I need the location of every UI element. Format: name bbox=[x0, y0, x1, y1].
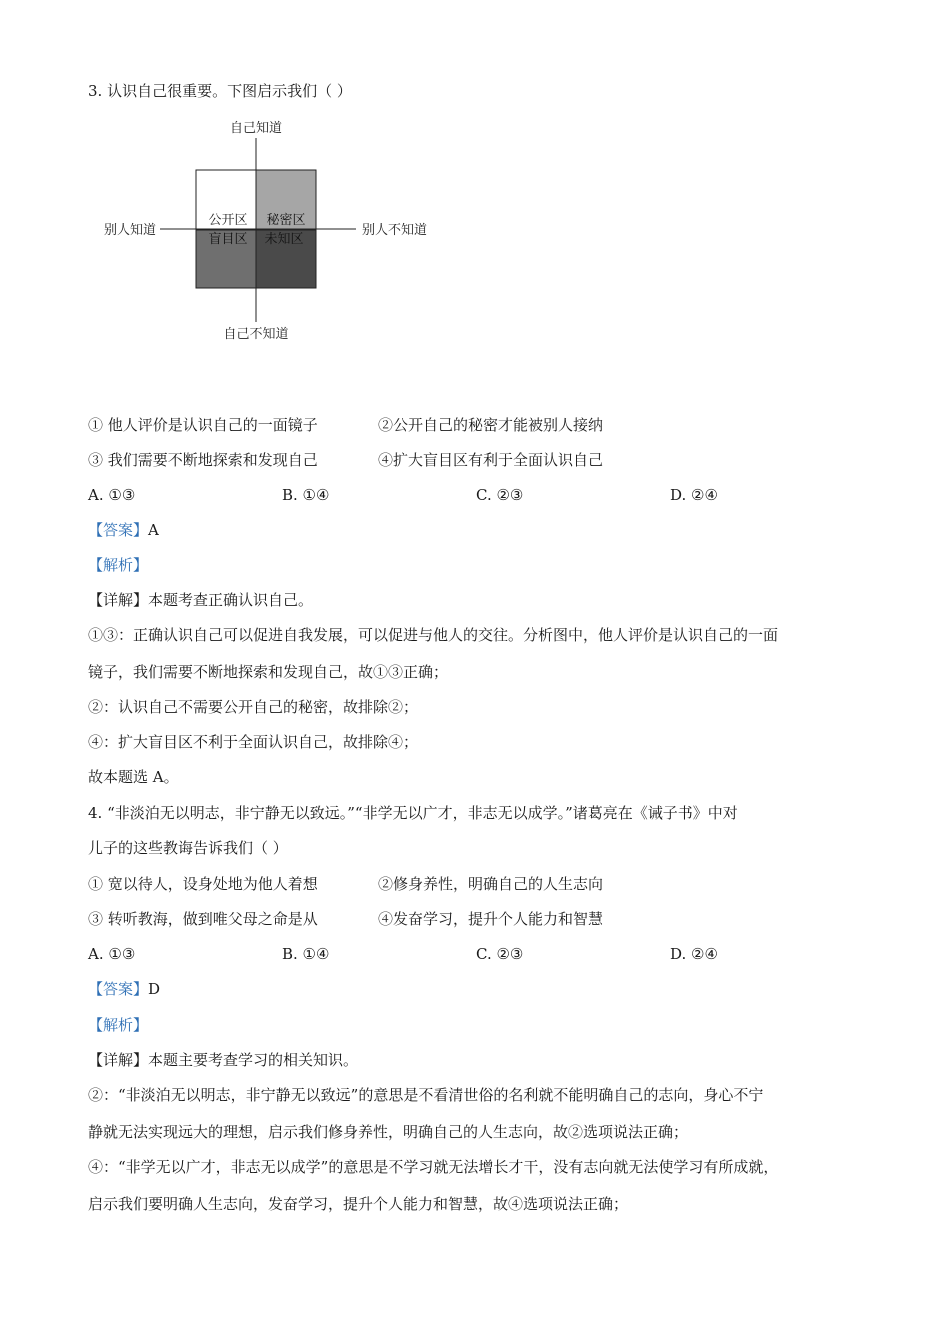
answer-value: D bbox=[148, 980, 161, 998]
q3-explanation-2: 镜子，我们需要不断地探索和发现自己，故①③正确； bbox=[88, 663, 449, 681]
q3-option-b: B. ①④ bbox=[282, 486, 330, 504]
q4-option-b: B. ①④ bbox=[282, 945, 330, 963]
q4-explanation-3: ④：“非学无以广才，非志无以成学”的意思是不学习就无法增长才干，没有志向就无法使学习有所成就， bbox=[88, 1158, 779, 1176]
q4-explanation-1: ②：“非淡泊无以明志，非宁静无以致远”的意思是不看清世俗的名利就不能明确自己的志向，身心不宁 bbox=[88, 1086, 764, 1104]
q4-option-a: A. ①③ bbox=[88, 945, 136, 963]
q3-option-a: A. ①③ bbox=[88, 486, 136, 504]
label-secret: 秘密区 bbox=[266, 213, 306, 228]
q3-option-c: C. ②③ bbox=[476, 486, 524, 504]
q4-stem-line-1: 4. “非淡泊无以明志，非宁静无以致远。”“非学无以广才，非志无以成学。”诸葛亮在《诫子书》中对 bbox=[88, 804, 738, 822]
q3-statement-1: ① 他人评价是认识自己的一面镜子 bbox=[88, 416, 318, 434]
q3-answer bbox=[88, 520, 159, 540]
q3-detail bbox=[88, 590, 313, 610]
q4-statement-1: ① 宽以待人，设身处地为他人着想 bbox=[88, 875, 318, 893]
label-unknown: 未知区 bbox=[264, 232, 304, 247]
answer-tag: 【答案】 bbox=[88, 980, 149, 998]
q3-stem: 3. 认识自己很重要。下图启示我们（ ） bbox=[88, 82, 352, 100]
q4-answer bbox=[88, 979, 160, 999]
johari-window-diagram bbox=[80, 110, 460, 350]
detail-text: 本题考查正确认识自己。 bbox=[148, 591, 314, 609]
q4-analysis-tag: 【解析】 bbox=[88, 1016, 149, 1034]
q4-option-d: D. ②④ bbox=[670, 945, 718, 963]
answer-tag: 【答案】 bbox=[88, 521, 149, 539]
label-blind: 盲目区 bbox=[208, 232, 248, 247]
q3-explanation-4: ④：扩大盲目区不利于全面认识自己，故排除④； bbox=[88, 733, 419, 751]
label-open: 公开区 bbox=[208, 213, 248, 228]
q3-explanation-3: ②：认识自己不需要公开自己的秘密，故排除②； bbox=[88, 698, 419, 716]
q3-option-d: D. ②④ bbox=[670, 486, 718, 504]
q3-analysis-tag: 【解析】 bbox=[88, 556, 149, 574]
q4-explanation-4: 启示我们要明确人生志向，发奋学习，提升个人能力和智慧，故④选项说法正确； bbox=[88, 1195, 629, 1213]
label-top: 自己知道 bbox=[229, 121, 283, 136]
q4-statement-3: ③ 转听教海，做到唯父母之命是从 bbox=[88, 910, 318, 928]
detail-text: 本题主要考查学习的相关知识。 bbox=[148, 1051, 359, 1069]
q4-explanation-2: 静就无法实现远大的理想，启示我们修身养性，明确自己的人生志向，故②选项说法正确； bbox=[88, 1123, 689, 1141]
label-bottom: 自己不知道 bbox=[223, 327, 289, 342]
q3-statement-4: ④扩大盲目区有利于全面认识自己 bbox=[378, 451, 604, 469]
q4-statement-4: ④发奋学习，提升个人能力和智慧 bbox=[378, 910, 604, 928]
q3-explanation-1: ①③：正确认识自己可以促进自我发展，可以促进与他人的交往。分析图中，他人评价是认识自己的一面 bbox=[88, 626, 779, 644]
q4-option-c: C. ②③ bbox=[476, 945, 524, 963]
label-left: 别人知道 bbox=[103, 223, 156, 238]
q3-statement-3: ③ 我们需要不断地探索和发现自己 bbox=[88, 451, 318, 469]
detail-tag: 【详解】 bbox=[88, 591, 149, 609]
q4-statement-2: ②修身养性，明确自己的人生志向 bbox=[378, 875, 604, 893]
q4-stem-line-2: 儿子的这些教诲告诉我们（ ） bbox=[88, 839, 288, 857]
q3-statement-2: ②公开自己的秘密才能被别人接纳 bbox=[378, 416, 604, 434]
detail-tag: 【详解】 bbox=[88, 1051, 149, 1069]
answer-value: A bbox=[148, 521, 159, 539]
q3-explanation-5: 故本题选 A。 bbox=[88, 768, 179, 786]
label-right: 别人不知道 bbox=[362, 223, 428, 238]
q4-detail bbox=[88, 1050, 358, 1070]
